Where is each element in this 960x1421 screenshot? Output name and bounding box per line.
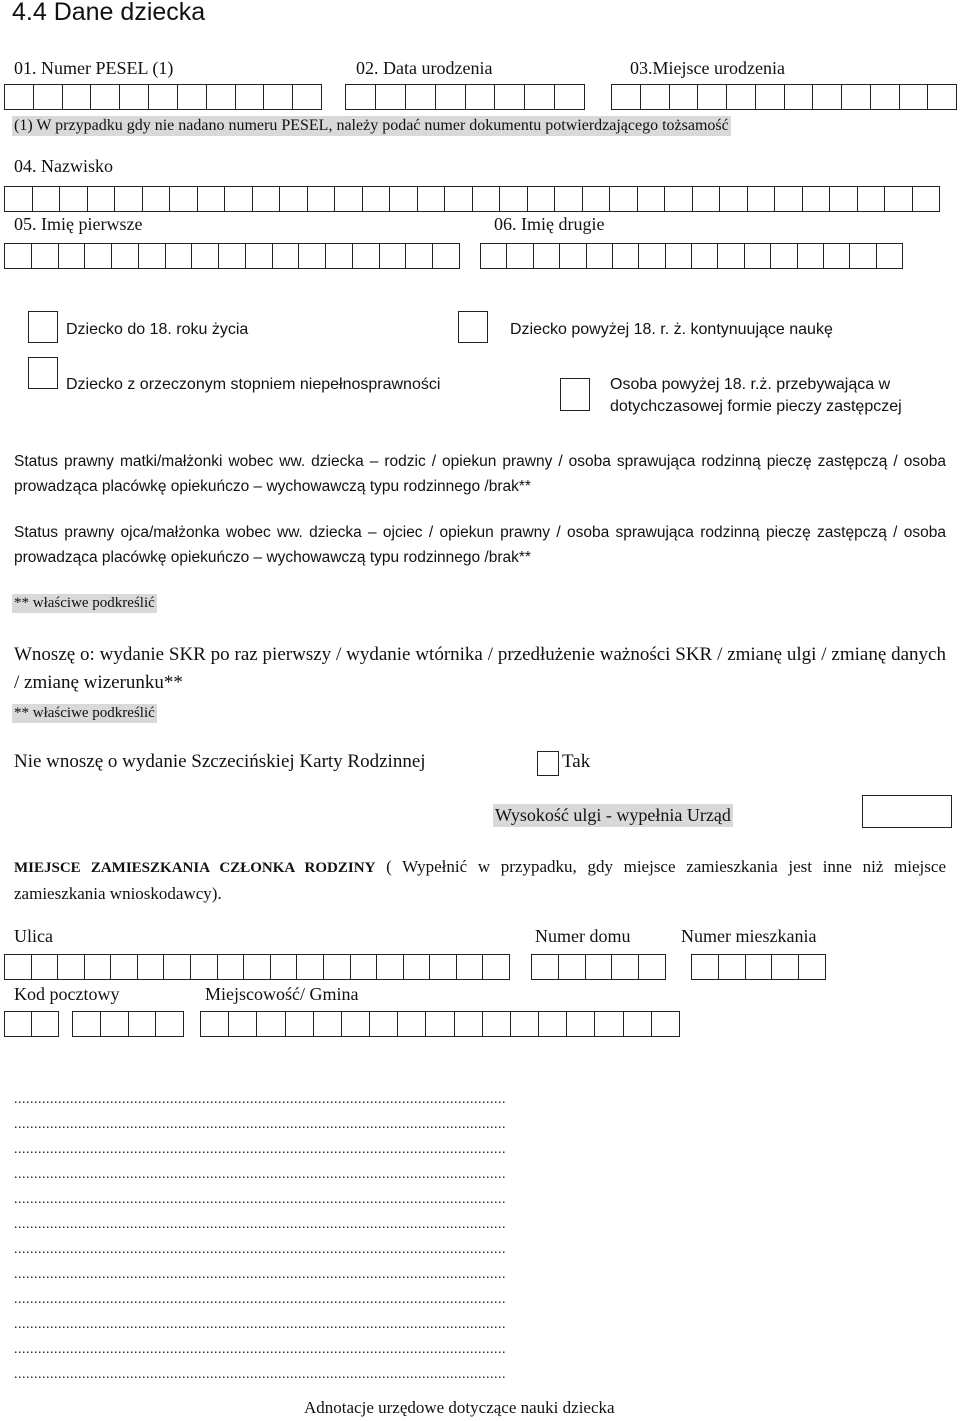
street-label: Ulica <box>14 926 53 946</box>
first-name-input[interactable] <box>4 243 460 269</box>
over-18-studying-label: Dziecko powyżej 18. r. ż. kontynuujące naukę <box>510 321 833 338</box>
pesel-label: 01. Numer PESEL (1) <box>14 58 174 78</box>
underline-note-1: ** właściwe podkreślić <box>14 595 155 611</box>
house-number-label: Numer domu <box>535 926 631 946</box>
no-request-label: Nie wnoszę o wydanie Szczecińskiej Karty Rodzinnej <box>14 751 426 772</box>
surname-label: 04. Nazwisko <box>14 156 113 176</box>
pesel-note: (1) W przypadku gdy nie nadano numeru PESEL, należy podać numer dokumentu potwierdzającego tożsamość <box>14 117 729 134</box>
section-title: 4.4 Dane dziecka <box>12 0 206 26</box>
town-label: Miejscowość/ Gmina <box>205 984 359 1004</box>
house-number-input[interactable] <box>531 954 666 980</box>
mother-status: Status prawny matki/małżonki wobec ww. dziecka – rodzic / opiekun prawny / osoba sprawująca rodzinną pieczę zastępczą / osoba prowadząca placówkę opiekuńczo – wychowawczą typu rodzinnego /brak** <box>14 453 946 495</box>
residence-heading-title: MIEJSCE ZAMIESZKANIA CZŁONKA RODZINY <box>14 860 376 876</box>
foster-care-checkbox[interactable] <box>560 378 590 411</box>
dotted-line-3: ........................................................................................................................... <box>14 1142 506 1157</box>
discount-box[interactable] <box>862 795 952 828</box>
dotted-line-12: ........................................................................................................................... <box>14 1367 506 1382</box>
yes-label: Tak <box>562 751 591 772</box>
flat-number-label: Numer mieszkania <box>681 926 817 946</box>
dotted-line-2: ........................................................................................................................... <box>14 1117 506 1132</box>
first-name-label: 05. Imię pierwsze <box>14 214 143 234</box>
over-18-studying-checkbox[interactable] <box>458 311 488 343</box>
flat-number-input[interactable] <box>691 954 826 980</box>
pesel-input[interactable] <box>4 84 322 110</box>
postal-code-part2-input[interactable] <box>72 1011 184 1037</box>
dotted-line-9: ........................................................................................................................... <box>14 1292 506 1307</box>
foster-care-label-line1: Osoba powyżej 18. r.ż. przebywająca w <box>610 376 891 393</box>
under-18-checkbox[interactable] <box>28 311 58 343</box>
footer-caption: Adnotacje urzędowe dotyczące nauki dziecka <box>304 1398 615 1417</box>
dotted-line-8: ........................................................................................................................... <box>14 1267 506 1282</box>
birth-date-input[interactable] <box>345 84 585 110</box>
town-input[interactable] <box>200 1011 680 1037</box>
second-name-input[interactable] <box>480 243 903 269</box>
father-status: Status prawny ojca/małżonka wobec ww. dziecka – ojciec / opiekun prawny / osoba sprawująca rodzinną pieczę zastępczą / osoba prowadząca placówkę opiekuńczo – wychowawczą typu rodzinnego /brak** <box>14 524 946 566</box>
dotted-line-6: ........................................................................................................................... <box>14 1217 506 1232</box>
birth-place-label: 03.Miejsce urodzenia <box>630 58 785 78</box>
yes-checkbox[interactable] <box>537 751 559 776</box>
residence-heading-note: ( Wypełnić w przypadku, gdy miejsce zamieszkania jest inne niż miejsce zamieszkania wnioskodawcy). <box>14 857 946 903</box>
under-18-label: Dziecko do 18. roku życia <box>66 321 249 338</box>
residence-heading <box>14 854 946 907</box>
underline-note-2: ** właściwe podkreślić <box>14 705 155 721</box>
second-name-label: 06. Imię drugie <box>494 214 605 234</box>
dotted-line-5: ........................................................................................................................... <box>14 1192 506 1207</box>
dotted-line-1: ........................................................................................................................... <box>14 1092 506 1107</box>
dotted-line-11: ........................................................................................................................... <box>14 1342 506 1357</box>
discount-label: Wysokość ulgi - wypełnia Urząd <box>495 805 731 825</box>
dotted-line-7: ........................................................................................................................... <box>14 1242 506 1257</box>
postal-code-part1-input[interactable] <box>4 1011 59 1037</box>
request-text: Wnoszę o: wydanie SKR po raz pierwszy / wydanie wtórnika / przedłużenie ważności SKR / zmianę ulgi / zmianę danych / zmianę wizerunku** <box>14 644 946 693</box>
dotted-line-10: ........................................................................................................................... <box>14 1317 506 1332</box>
dotted-line-4: ........................................................................................................................... <box>14 1167 506 1182</box>
birth-date-label: 02. Data urodzenia <box>356 58 493 78</box>
foster-care-label-line2: dotychczasowej formie pieczy zastępczej <box>610 398 902 415</box>
postal-code-label: Kod pocztowy <box>14 984 120 1004</box>
surname-input[interactable] <box>4 186 940 212</box>
birth-place-input[interactable] <box>611 84 957 110</box>
street-input[interactable] <box>4 954 510 980</box>
disability-checkbox[interactable] <box>28 357 58 389</box>
disability-label: Dziecko z orzeczonym stopniem niepełnosprawności <box>66 376 441 393</box>
